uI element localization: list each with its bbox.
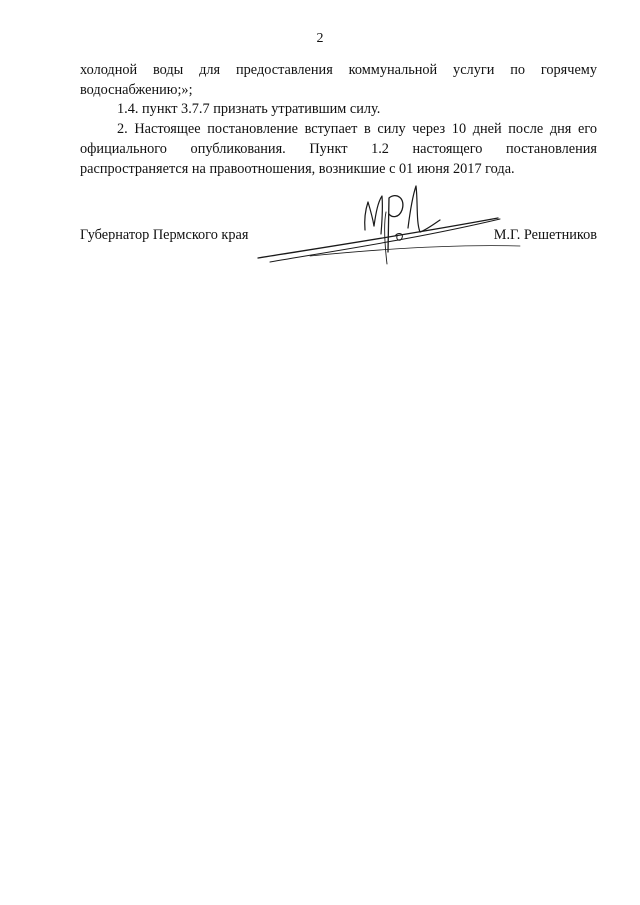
paragraph-continuation: холодной воды для предоставления коммунальной услуги по горячему водоснабжению;»;: [80, 62, 597, 98]
signer-name: М.Г. Решетников: [493, 227, 597, 243]
page-number: 2: [316, 31, 324, 46]
document-body: [80, 61, 597, 179]
signer-title: Губернатор Пермского края: [80, 227, 249, 243]
paragraph-item-1-4: 1.4. пункт 3.7.7 признать утратившим силу.: [117, 101, 381, 118]
handwritten-signature: [250, 178, 530, 268]
paragraph-item-2: 2. Настоящее постановление вступает в силу через 10 дней после дня его официального опубликования. Пункт 1.2 настоящего постановления распространяется на правоотношения, возникшие с 01 июня 2017 года.: [80, 121, 597, 177]
